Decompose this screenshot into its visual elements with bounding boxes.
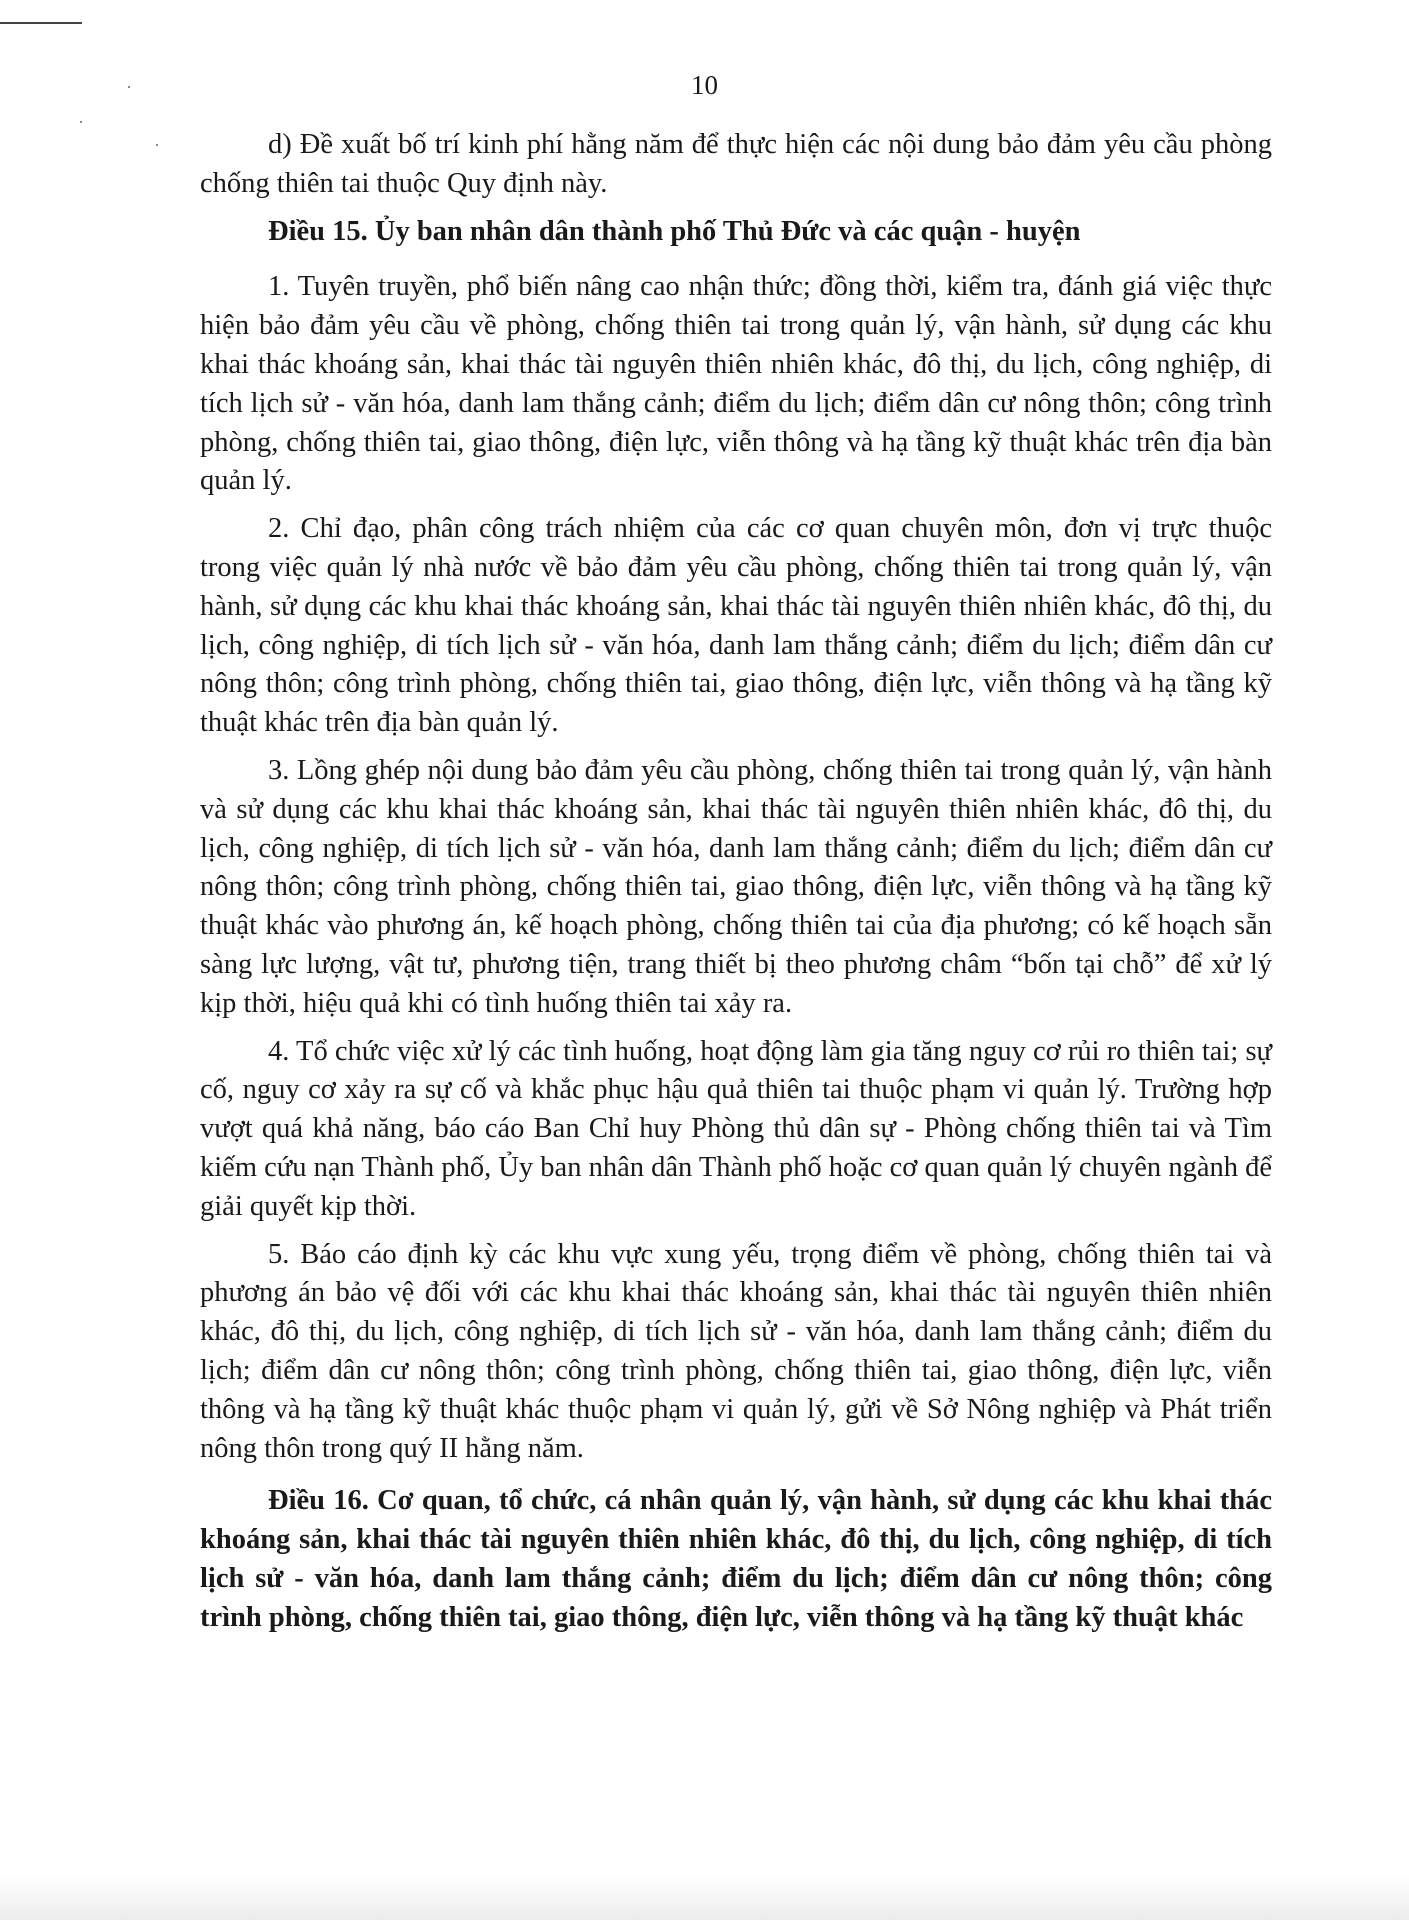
paragraph-d: d) Đề xuất bố trí kinh phí hằng năm để thực hiện các nội dung bảo đảm yêu cầu phòng chống thiên tai thuộc Quy định này. [200, 129, 1272, 199]
article-15-clause-1: 1. Tuyên truyền, phổ biến nâng cao nhận thức; đồng thời, kiểm tra, đánh giá việc thực hiện bảo đảm yêu cầu về phòng, chống thiên tai trong quản lý, vận hành, sử dụng các khu khai thác khoáng sản, khai thác tài nguyên thiên nhiên khác, đô thị, du lịch, công nghiệp, di tích lịch sử - văn hóa, danh lam thắng cảnh; điểm du lịch; điểm dân cư nông thôn; công trình phòng, chống thiên tai, giao thông, điện lực, viễn thông và hạ tầng kỹ thuật khác trên địa bàn quản lý. [200, 271, 1272, 497]
article-16-heading: Điều 16. Cơ quan, tổ chức, cá nhân quản lý, vận hành, sử dụng các khu khai thác khoáng sản, khai thác tài nguyên thiên nhiên khác, đô thị, du lịch, công nghiệp, di tích lịch sử - văn hóa, danh lam thắng cảnh; điểm du lịch; điểm dân cư nông thôn; công trình phòng, chống thiên tai, giao thông, điện lực, viễn thông và hạ tầng kỹ thuật khác [200, 1485, 1272, 1633]
scan-speck [80, 121, 82, 123]
article-15-heading: Điều 15. Ủy ban nhân dân thành phố Thủ Đức và các quận - huyện [268, 215, 1081, 247]
article-15-clause-5: 5. Báo cáo định kỳ các khu vực xung yếu, trọng điểm về phòng, chống thiên tai và phương án bảo vệ đối với các khu khai thác khoáng sản, khai thác tài nguyên thiên nhiên khác, đô thị, du lịch, công nghiệp, di tích lịch sử - văn hóa, danh lam thắng cảnh; điểm du lịch; điểm dân cư nông thôn; công trình phòng, chống thiên tai, giao thông, điện lực, viễn thông và hạ tầng kỹ thuật khác thuộc phạm vi quản lý, gửi về Sở Nông nghiệp và Phát triển nông thôn trong quý II hằng năm. [200, 1238, 1272, 1464]
document-body [200, 126, 1272, 1646]
scan-speck [156, 144, 158, 146]
scan-edge-line [0, 22, 82, 24]
scan-bottom-shadow [0, 1876, 1409, 1920]
article-15-clause-3: 3. Lồng ghép nội dung bảo đảm yêu cầu phòng, chống thiên tai trong quản lý, vận hành và sử dụng các khu khai thác khoáng sản, khai thác tài nguyên thiên nhiên khác, đô thị, du lịch, công nghiệp, di tích lịch sử - văn hóa, danh lam thắng cảnh; điểm du lịch; điểm dân cư nông thôn; công trình phòng, chống thiên tai, giao thông, điện lực, viễn thông và hạ tầng kỹ thuật khác vào phương án, kế hoạch phòng, chống thiên tai của địa phương; có kế hoạch sẵn sàng lực lượng, vật tư, phương tiện, trang thiết bị theo phương châm “bốn tại chỗ” để xử lý kịp thời, hiệu quả khi có tình huống thiên tai xảy ra. [200, 754, 1272, 1019]
article-15-clause-4: 4. Tổ chức việc xử lý các tình huống, hoạt động làm gia tăng nguy cơ rủi ro thiên tai; sự cố, nguy cơ xảy ra sự cố và khắc phục hậu quả thiên tai thuộc phạm vi quản lý. Trường hợp vượt quá khả năng, báo cáo Ban Chỉ huy Phòng thủ dân sự - Phòng chống thiên tai và Tìm kiếm cứu nạn Thành phố, Ủy ban nhân dân Thành phố hoặc cơ quan quản lý chuyên ngành để giải quyết kịp thời. [200, 1035, 1272, 1222]
article-15-clause-2: 2. Chỉ đạo, phân công trách nhiệm của các cơ quan chuyên môn, đơn vị trực thuộc trong việc quản lý nhà nước về bảo đảm yêu cầu phòng, chống thiên tai trong quản lý, vận hành, sử dụng các khu khai thác khoáng sản, khai thác tài nguyên thiên nhiên khác, đô thị, du lịch, công nghiệp, di tích lịch sử - văn hóa, danh lam thắng cảnh; điểm du lịch; điểm dân cư nông thôn; công trình phòng, chống thiên tai, giao thông, điện lực, viễn thông và hạ tầng kỹ thuật khác trên địa bàn quản lý. [200, 513, 1272, 739]
page-number: 10 [691, 70, 718, 100]
